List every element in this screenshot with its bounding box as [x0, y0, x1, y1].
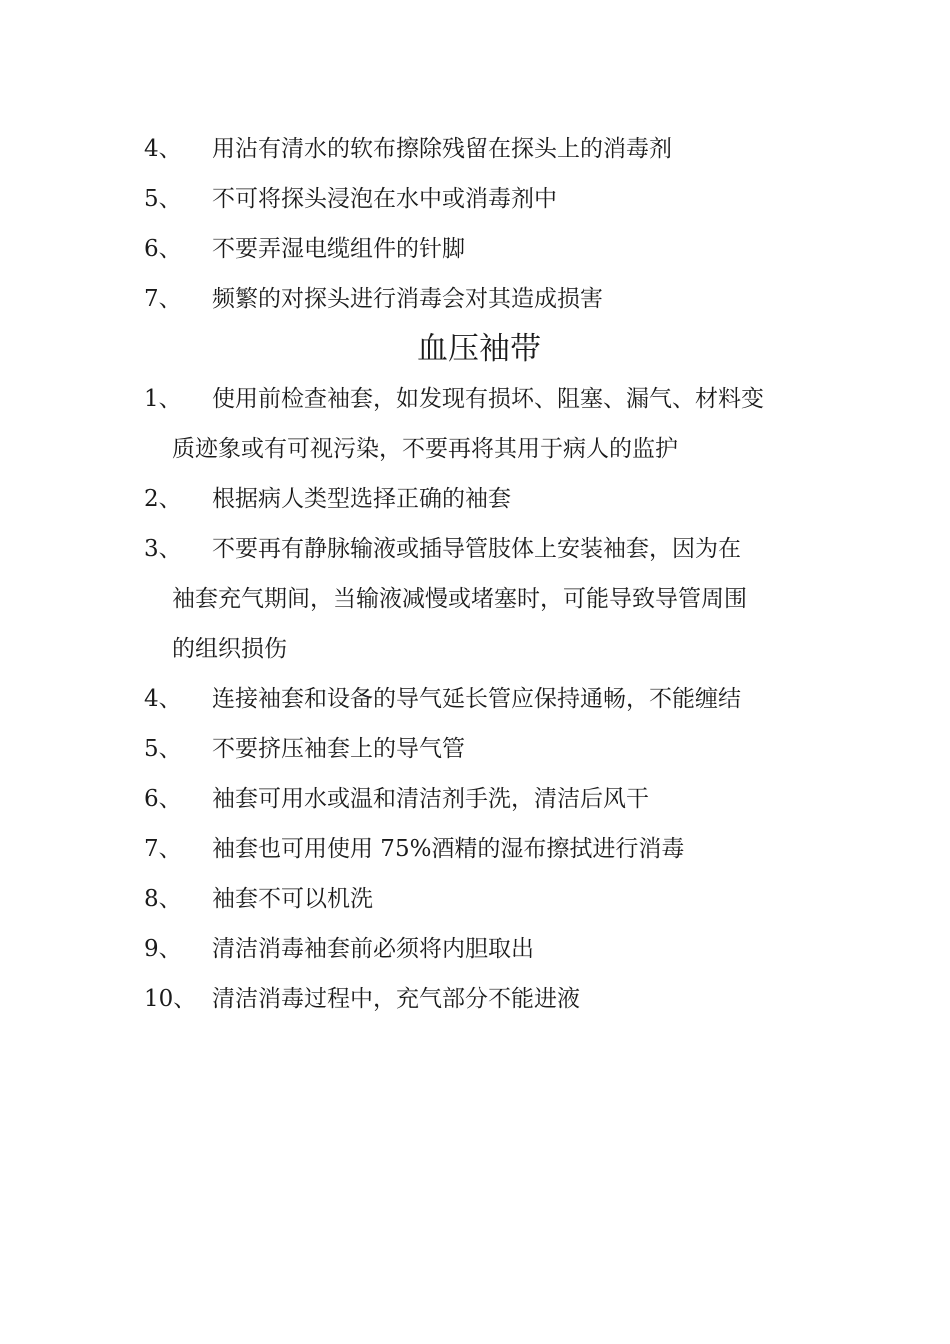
list-item-text: 频繁的对探头进行消毒会对其造成损害: [212, 286, 603, 312]
list-item-text: 不要挤压袖套上的导气管: [212, 736, 465, 762]
list-item: [144, 974, 820, 1024]
list-item: [144, 224, 820, 274]
list-item-text: 不可将探头浸泡在水中或消毒剂中: [212, 186, 557, 212]
list-item: [144, 824, 820, 874]
section-heading: 血压袖带: [417, 331, 541, 367]
list-item: [144, 474, 820, 524]
list-item-number: 7、: [144, 836, 182, 862]
list-item: [144, 374, 820, 474]
list-item: [144, 274, 820, 324]
list-item: [144, 774, 820, 824]
list-item-text: 用沾有清水的软布擦除残留在探头上的消毒剂: [212, 136, 672, 162]
list-item-number: 6、: [144, 236, 182, 262]
list-item: [144, 124, 820, 174]
list-item-number: 5、: [144, 736, 182, 762]
list-item-number: 9、: [144, 936, 182, 962]
list-item: [144, 524, 820, 674]
list-item-text: 袖套可用水或温和清洁剂手洗，清洁后风干: [212, 786, 649, 812]
list-item-number: 4、: [144, 686, 182, 712]
list-item: [144, 674, 820, 724]
list-item-text: 袖套也可用使用 75%酒精的湿布擦拭进行消毒: [212, 836, 685, 862]
list-item-text: 清洁消毒袖套前必须将内胆取出: [212, 936, 534, 962]
list-item: [144, 724, 820, 774]
list-item: [144, 924, 820, 974]
list-item-number: 8、: [144, 886, 182, 912]
list-item: [144, 874, 820, 924]
list-item-number: 7、: [144, 286, 182, 312]
list-item: [144, 174, 820, 224]
list-item-text: 不要弄湿电缆组件的针脚: [212, 236, 465, 262]
list-item-number: 10、: [144, 986, 197, 1012]
list-item-text: 清洁消毒过程中，充气部分不能进液: [212, 986, 580, 1012]
list-item-text: 袖套不可以机洗: [212, 886, 373, 912]
list-item-text: 不要再有静脉输液或插导管肢体上安装袖套，因为在 袖套充气期间，当输液减慢或堵塞时，可能导致导管周围 的组织损伤: [172, 536, 747, 662]
list-item-text: 使用前检查袖套，如发现有损坏、阻塞、漏气、材料变 质迹象或有可视污染，不要再将其用于病人的监护: [172, 386, 764, 462]
list-item-number: 3、: [144, 536, 182, 562]
list-item-text: 根据病人类型选择正确的袖套: [212, 486, 511, 512]
list-item-number: 5、: [144, 186, 182, 212]
list-item-text: 连接袖套和设备的导气延长管应保持通畅，不能缠结: [212, 686, 741, 712]
document-body: [144, 124, 820, 1024]
list-item-number: 6、: [144, 786, 182, 812]
list-item-number: 1、: [144, 386, 182, 412]
list-item-number: 4、: [144, 136, 182, 162]
list-item-number: 2、: [144, 486, 182, 512]
